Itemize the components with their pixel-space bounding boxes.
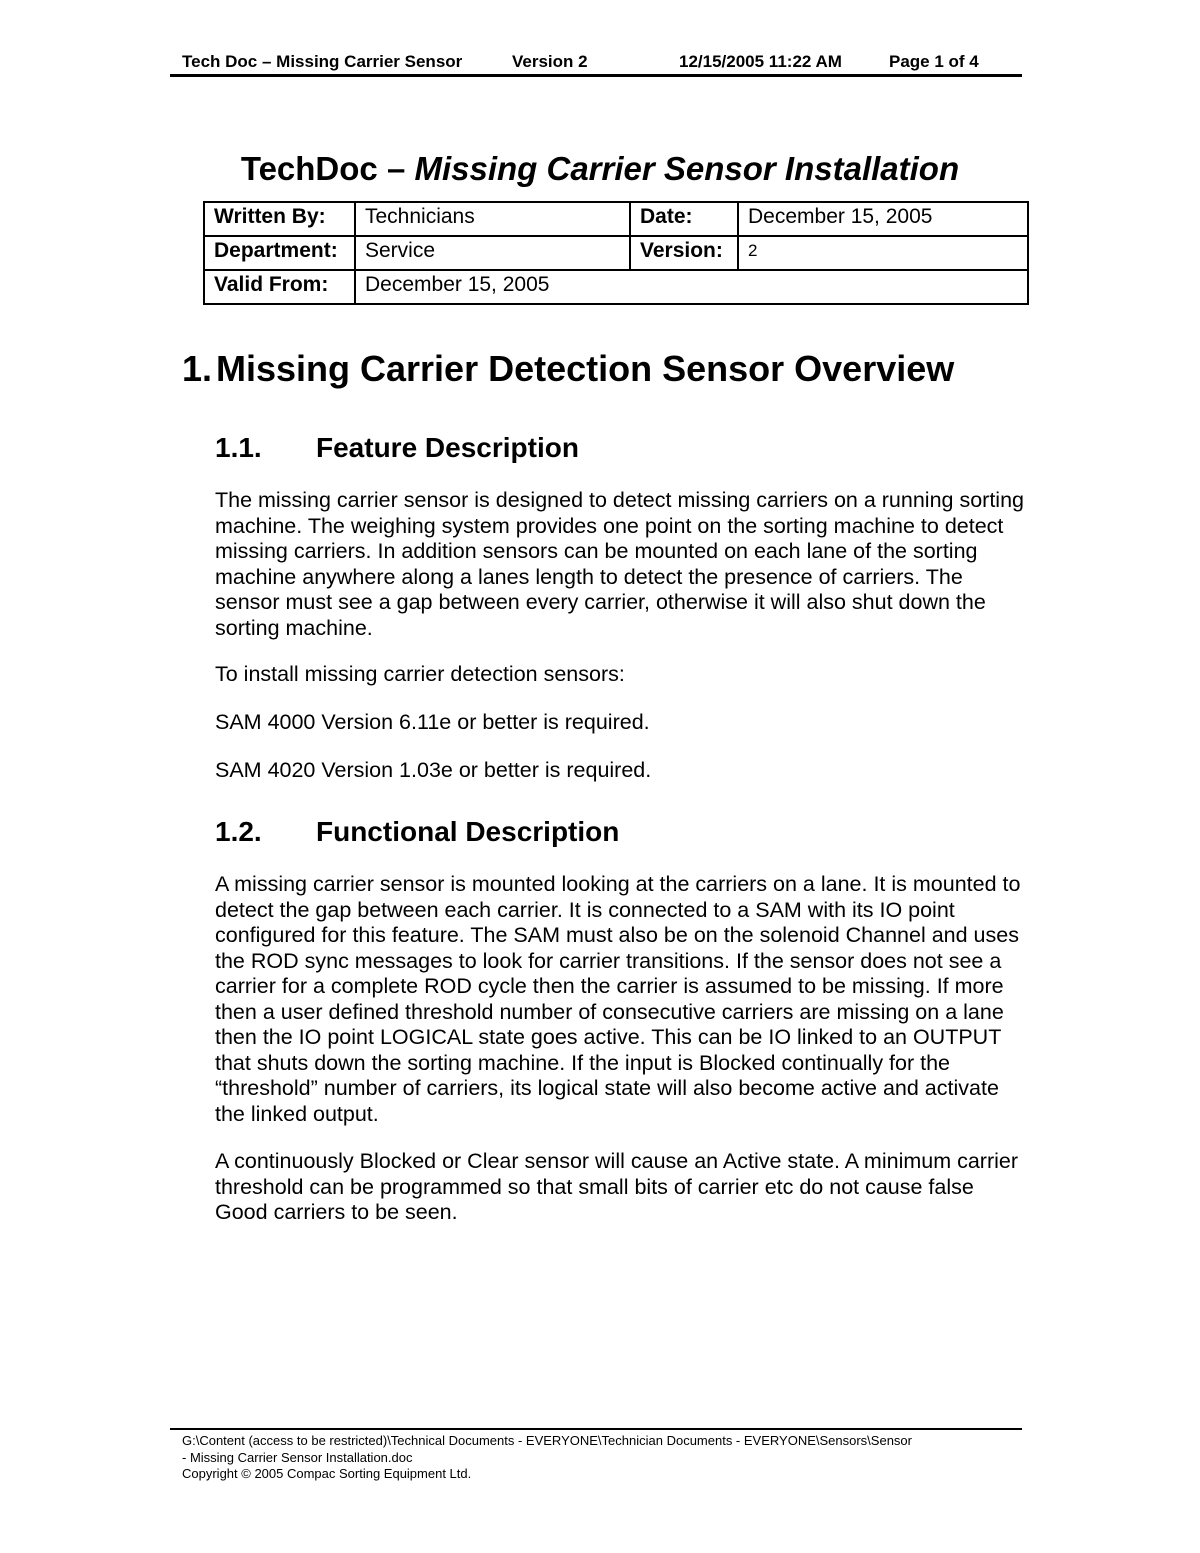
page-header: [170, 50, 1022, 77]
written-by-value: Technicians: [355, 202, 630, 236]
info-row-valid-from: [204, 270, 1028, 304]
page-footer: [182, 1433, 1032, 1483]
version-label: Version:: [630, 236, 738, 270]
section-1-number: 1.: [182, 348, 213, 389]
department-value: Service: [355, 236, 630, 270]
feature-description-paragraph: The missing carrier sensor is designed to detect missing carriers on a running sorting machine. The weighing system provides one point on the sorting machine to detect missing carriers. In addition sensors can be mounted on each lane of the sorting machine anywhere along a lanes length to detect the presence of carriers. The sensor must see a gap between every carrier, otherwise it will also shut down the sorting machine.: [215, 488, 1025, 640]
document-info-table: [203, 201, 1029, 305]
threshold-paragraph: A continuously Blocked or Clear sensor will cause an Active state. A minimum carrier threshold can be programmed so that small bits of carrier etc do not cause false Good carriers to be seen.: [215, 1149, 1019, 1224]
sam4020-requirement: SAM 4020 Version 1.03e or better is required.: [215, 758, 652, 782]
header-datetime: 12/15/2005 11:22 AM: [679, 52, 842, 71]
info-row-written-by: [204, 202, 1028, 236]
section-1-title: Missing Carrier Detection Sensor Overview: [216, 348, 955, 389]
header-doc-title: Tech Doc – Missing Carrier Sensor: [182, 52, 463, 71]
header-page-number: Page 1 of 4: [889, 52, 979, 71]
sam4000-requirement: SAM 4000 Version 6.11e or better is required.: [215, 710, 650, 734]
section-1-2-heading: [215, 816, 619, 848]
section-1-heading: [182, 348, 954, 390]
written-by-label: Written By:: [204, 202, 355, 236]
version-value: 2: [738, 236, 1028, 270]
document-title-italic: Missing Carrier Sensor Installation: [414, 150, 960, 187]
header-version: Version 2: [512, 52, 588, 71]
section-1-1-title: Feature Description: [316, 432, 579, 463]
date-value: December 15, 2005: [738, 202, 1028, 236]
footer-divider: [170, 1428, 1022, 1430]
footer-file-path-line-1: G:\Content (access to be restricted)\Technical Documents - EVERYONE\Technician Documents - EVERYONE\Sensors\Sensor: [182, 1433, 912, 1448]
date-label: Date:: [630, 202, 738, 236]
section-1-1-heading: [215, 432, 579, 464]
section-1-2-title: Functional Description: [316, 816, 620, 847]
valid-from-value: December 15, 2005: [355, 270, 1028, 304]
section-1-1-number: 1.1.: [215, 432, 262, 463]
info-row-department: [204, 236, 1028, 270]
section-1-2-number: 1.2.: [215, 816, 262, 847]
footer-file-path-line-2: - Missing Carrier Sensor Installation.doc: [182, 1449, 413, 1465]
valid-from-label: Valid From:: [204, 270, 355, 304]
document-title-prefix: TechDoc –: [240, 150, 415, 187]
document-title: [0, 150, 1200, 188]
department-label: Department:: [204, 236, 355, 270]
functional-description-paragraph: A missing carrier sensor is mounted looking at the carriers on a lane. It is mounted to detect the gap between each carrier. It is connected to a SAM with its IO point configured for this feature. The SAM must also be on the solenoid Channel and uses the ROD sync messages to look for carrier transitions. If the sensor does not see a carrier for a complete ROD cycle then the carrier is assumed to be missing. If more then a user defined threshold number of consecutive carriers are missing on a lane then the IO point LOGICAL state goes active. This can be IO linked to an OUTPUT that shuts down the sorting machine. If the input is Blocked continually for the “threshold” number of carriers, its logical state will also become active and activate the linked output.: [215, 872, 1021, 1126]
footer-copyright: Copyright © 2005 Compac Sorting Equipment Ltd.: [182, 1466, 472, 1481]
install-intro-paragraph: To install missing carrier detection sensors:: [215, 662, 625, 686]
